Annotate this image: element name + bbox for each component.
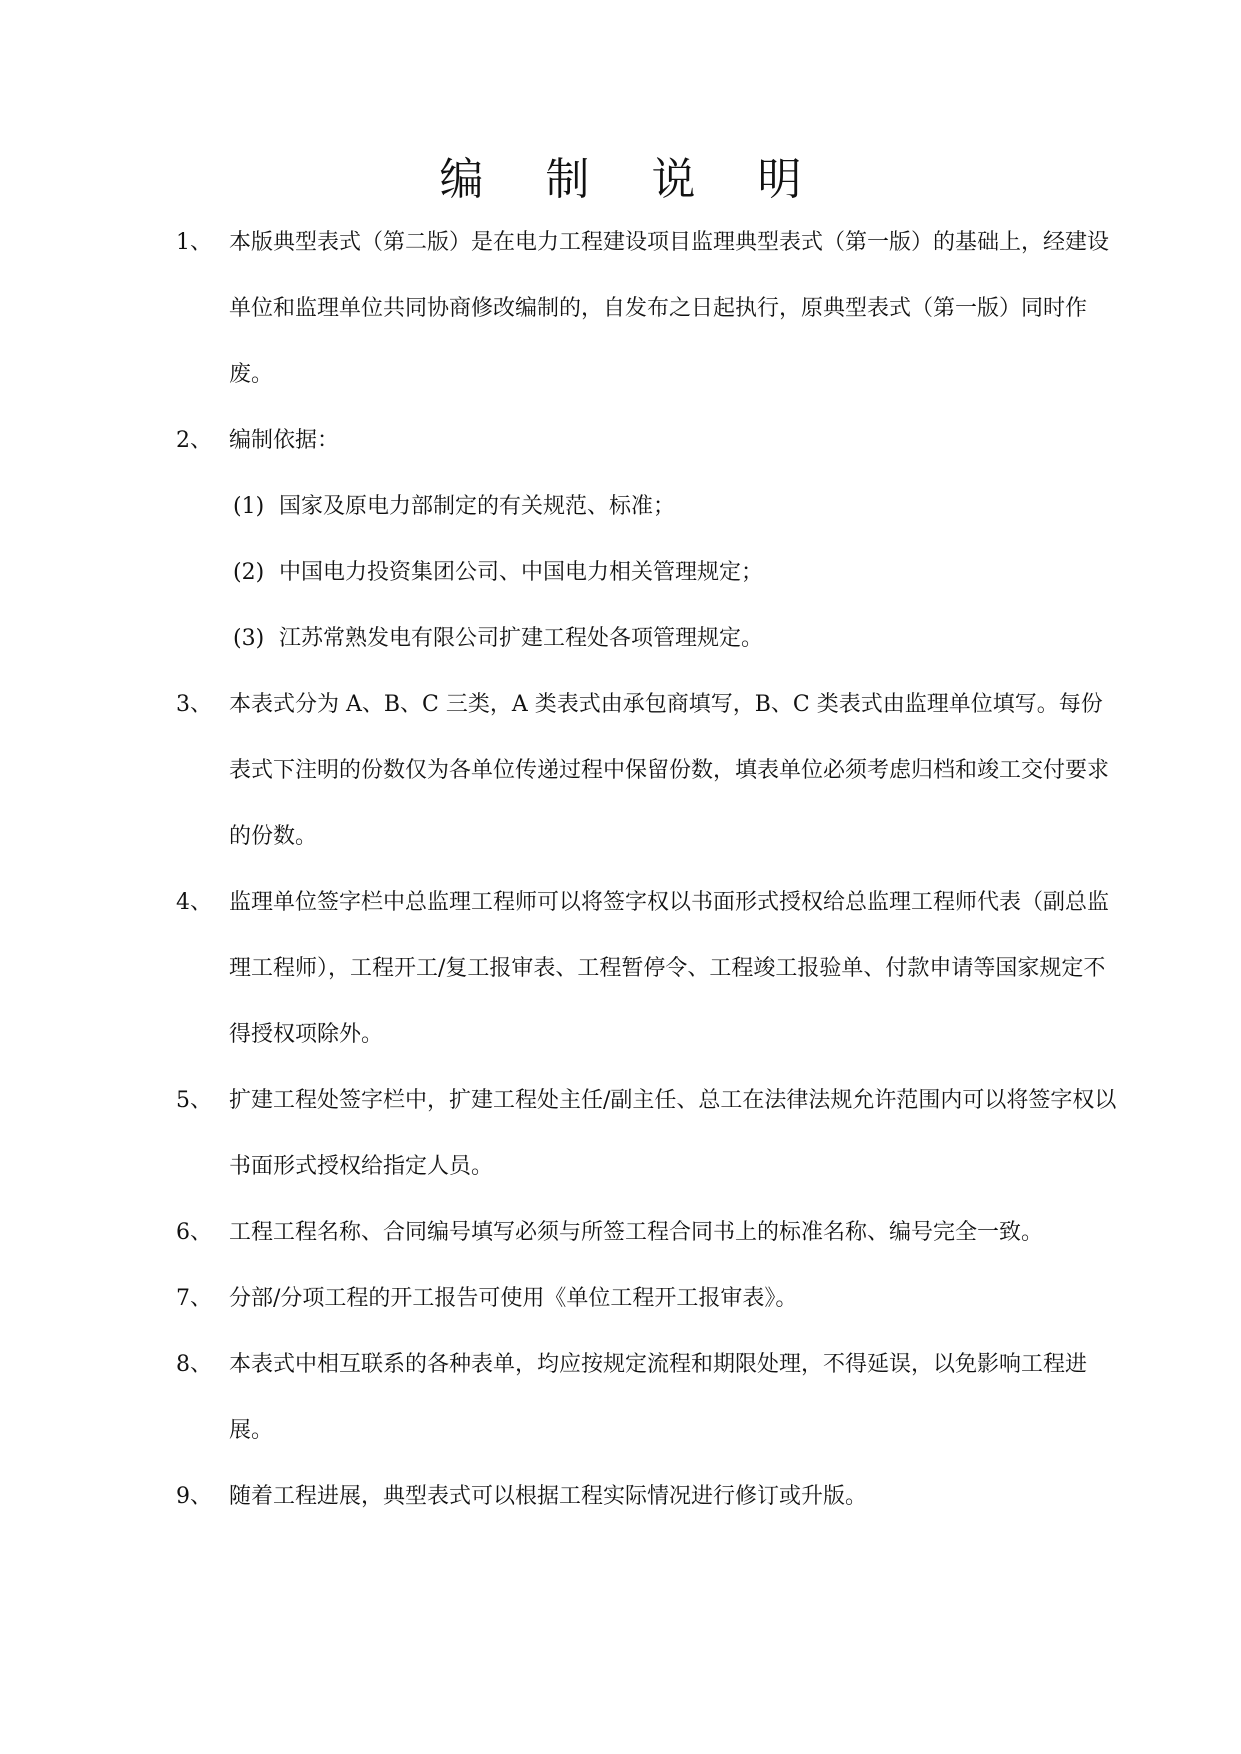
item-number: 9、 xyxy=(176,1484,212,1509)
basis-text: 国家及原电力部制定的有关规范、标准； xyxy=(279,494,676,519)
basis-text: 江苏常熟发电有限公司扩建工程处各项管理规定。 xyxy=(279,626,764,651)
item-number: 2、 xyxy=(176,428,212,453)
item-text: 本表式分为 A、B、C 三类，A 类表式由承包商填写，B、C 类表式由监理单位填写。每份表式下注明的份数仅为各单位传递过程中保留份数，填表单位必须考虑归档和竣工交付要求的份数。 xyxy=(229,692,1110,849)
item-number: 1、 xyxy=(176,230,212,255)
basis-number: (1) xyxy=(233,494,265,519)
basis-number: (3) xyxy=(233,626,265,651)
item-number: 4、 xyxy=(176,890,212,915)
basis-number: (2) xyxy=(233,560,265,585)
item-number: 8、 xyxy=(176,1352,212,1377)
item-text: 分部/分项工程的开工报告可使用《单位工程开工报审表》。 xyxy=(229,1286,798,1311)
item-number: 6、 xyxy=(176,1220,212,1245)
item-number: 5、 xyxy=(176,1088,212,1113)
item-text: 本表式中相互联系的各种表单，均应按规定流程和期限处理，不得延误，以免影响工程进展。 xyxy=(229,1352,1088,1443)
item-text: 本版典型表式（第二版）是在电力工程建设项目监理典型表式（第一版）的基础上，经建设单位和监理单位共同协商修改编制的，自发布之日起执行，原典型表式（第一版）同时作废。 xyxy=(229,230,1110,387)
item-number: 3、 xyxy=(176,692,212,717)
item-number: 7、 xyxy=(176,1286,212,1311)
item-text: 监理单位签字栏中总监理工程师可以将签字权以书面形式授权给总监理工程师代表（副总监理工程师），工程开工/复工报审表、工程暂停令、工程竣工报验单、付款申请等国家规定不得授权项除外。 xyxy=(229,890,1110,1047)
page-title: 编 制 说 明 xyxy=(439,154,826,205)
item-text: 扩建工程处签字栏中，扩建工程处主任/副主任、总工在法律法规允许范围内可以将签字权以书面形式授权给指定人员。 xyxy=(229,1088,1117,1179)
basis-text: 中国电力投资集团公司、中国电力相关管理规定； xyxy=(279,560,764,585)
item-text: 工程工程名称、合同编号填写必须与所签工程合同书上的标准名称、编号完全一致。 xyxy=(229,1220,1044,1245)
item-text: 随着工程进展，典型表式可以根据工程实际情况进行修订或升版。 xyxy=(229,1484,868,1509)
item-text: 编制依据： xyxy=(229,428,340,453)
